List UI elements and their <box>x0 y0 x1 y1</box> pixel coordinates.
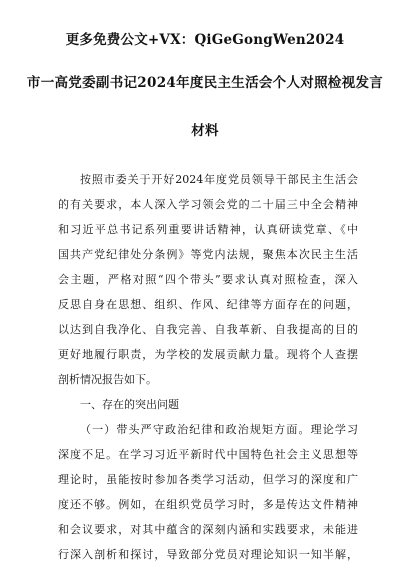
watermark-header: 更多免费公文+VX：QiGeGongWen2024 <box>65 32 345 48</box>
body-line: 和会议要求，对其中蕴含的深刻内涵和实践要求，未能进 <box>58 523 358 536</box>
body-line: 国共产党纪律处分条例》等党内法规，聚焦本次民主生活 <box>58 248 358 261</box>
body-line: 行深入剖析和探讨，导致部分党员对理论知识一知半解， <box>58 548 358 561</box>
document-title-line-2: 材料 <box>191 123 219 139</box>
body-line: 深度不足。在学习习近平新时代中国特色社会主义思想等 <box>58 448 358 461</box>
section-heading: 一、存在的突出问题 <box>80 398 179 411</box>
body-line: 反思自身在思想、组织、作风、纪律等方面存在的问题， <box>58 298 358 311</box>
body-line: 的有关要求，本人深入学习领会党的二十届三中全会精神 <box>58 198 358 211</box>
body-line: 更好地履行职责，为学校的发展贡献力量。现将个人查摆 <box>58 348 358 361</box>
body-line: 和习近平总书记系列重要讲话精神，认真研读党章、《中 <box>58 223 358 236</box>
body-line: 度还不够。例如，在组织党员学习时，多是传达文件精神 <box>58 498 358 511</box>
body-line: 以达到自我净化、自我完善、自我革新、自我提高的目的 <box>58 323 358 336</box>
document-body <box>58 167 358 567</box>
body-line: 按照市委关于开好2024年度党员领导干部民主生活会 <box>80 173 358 186</box>
body-line: 剖析情况报告如下。 <box>58 373 157 386</box>
body-line: 会主题，严格对照“四个带头”要求认真对照检查，深入 <box>58 273 358 286</box>
body-line: （一）带头严守政治纪律和政治规矩方面。理论学习 <box>80 423 358 436</box>
body-line: 理论时，虽能按时参加各类学习活动，但学习的深度和广 <box>58 473 358 486</box>
document-title-line-1: 市一高党委副书记2024年度民主生活会个人对照检视发言 <box>26 75 384 91</box>
